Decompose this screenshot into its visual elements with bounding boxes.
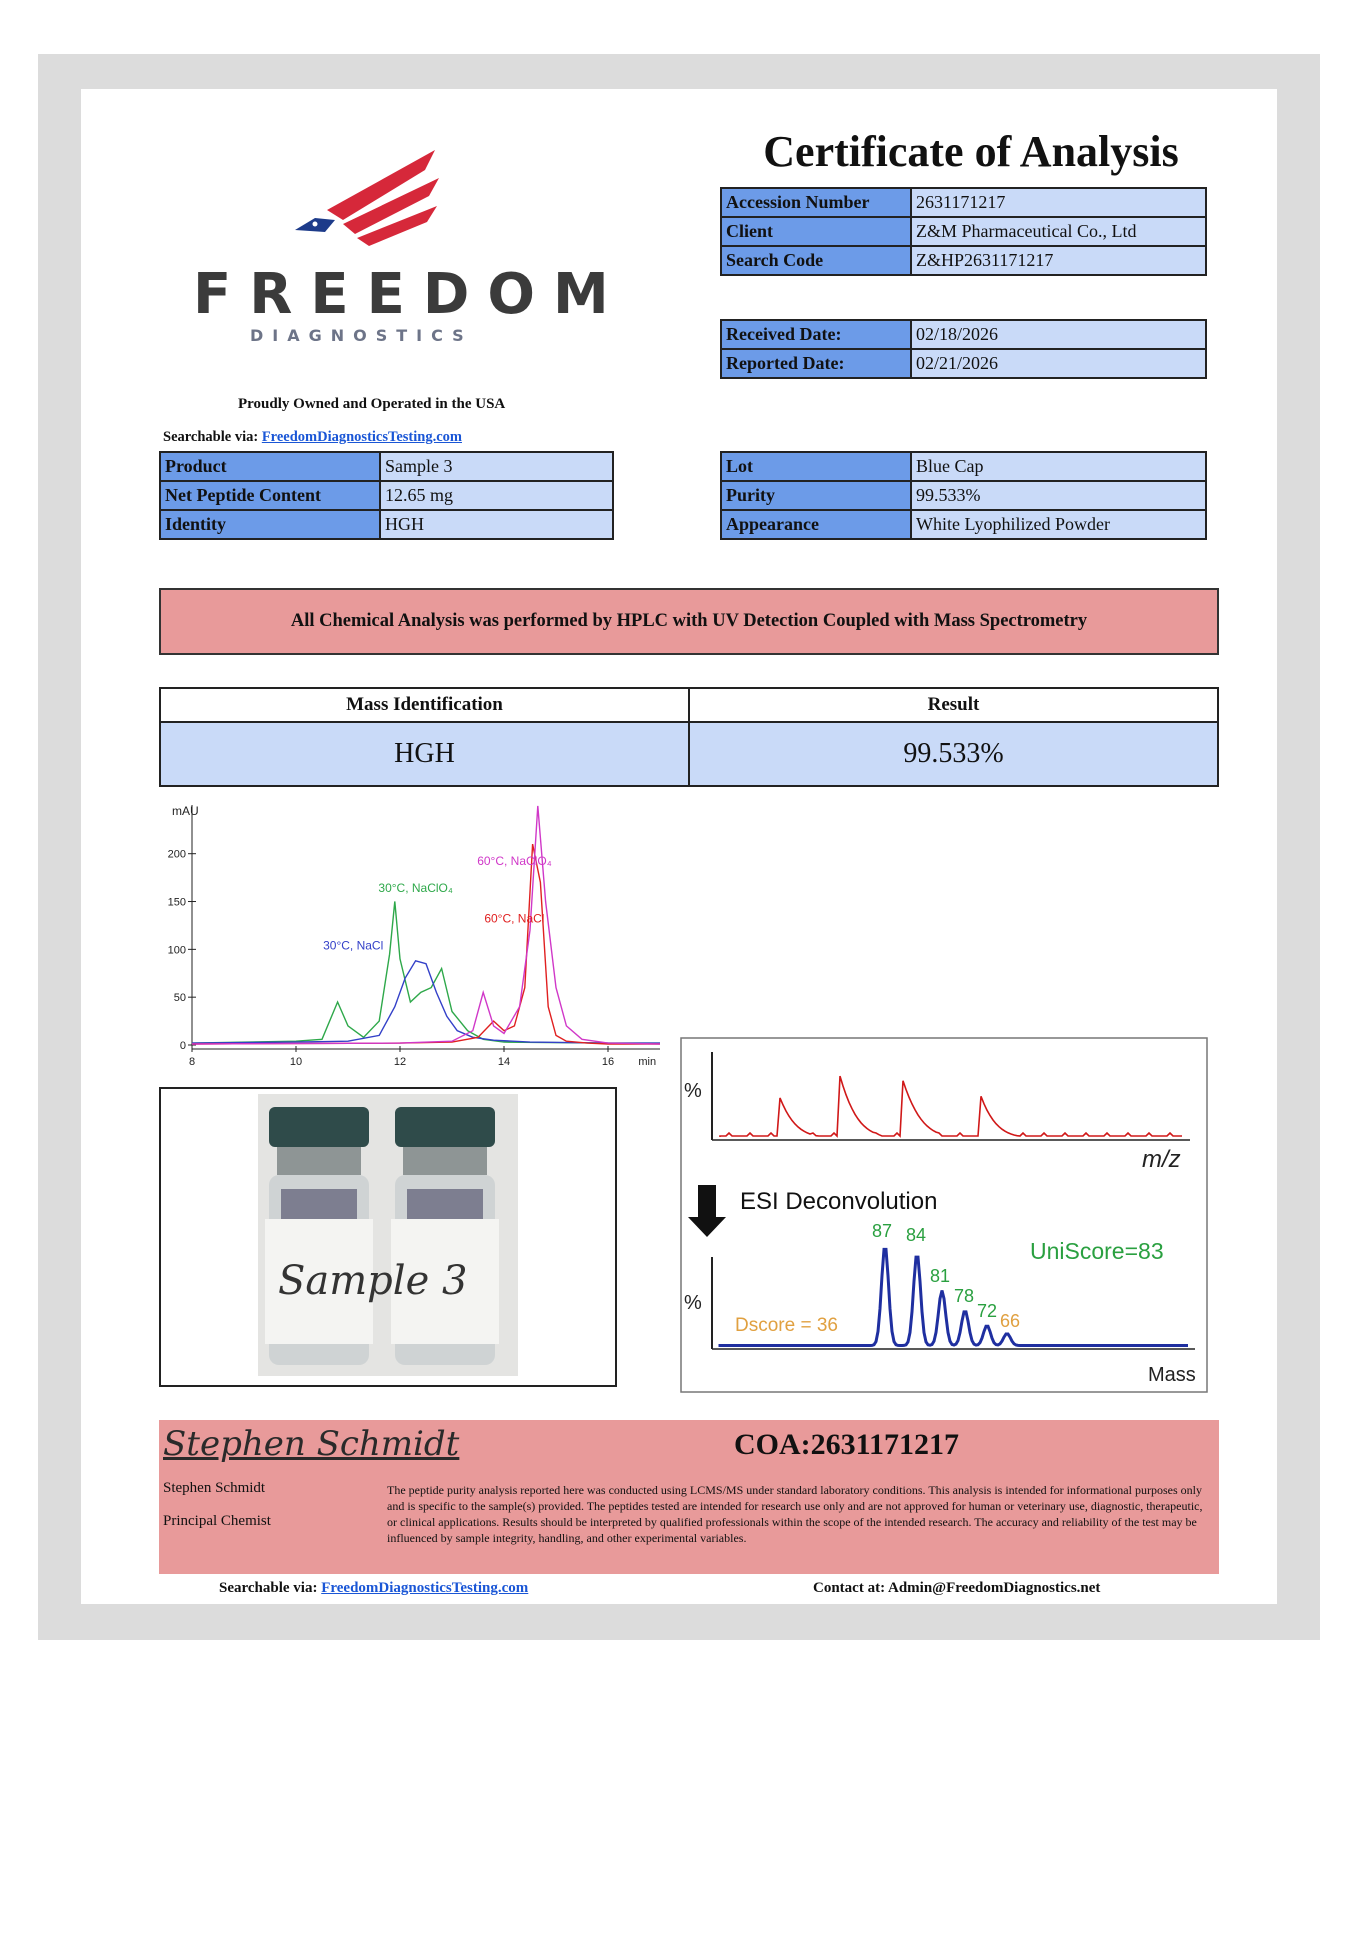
searchable-label: Searchable via: [163,429,259,445]
footer-searchable-link[interactable]: FreedomDiagnosticsTesting.com [321,1580,529,1596]
product-table [159,451,614,540]
mass-id-header: Mass Identification [160,688,689,722]
table-value: 02/21/2026 [911,349,1206,378]
table-row [721,481,1206,510]
table-value: HGH [380,510,613,539]
top-x-label: m/z [1142,1146,1181,1173]
brand-name: FREEDOM [193,262,627,327]
table-row [160,722,1218,786]
series-annotation: 60°C, NaClO₄ [477,854,552,869]
lot-table [720,451,1207,540]
peak-label: 72 [976,1301,998,1321]
table-row [721,188,1206,217]
table-key: Identity [160,510,380,539]
analysis-banner: All Chemical Analysis was performed by HPLC with UV Detection Coupled with Mass Spectrometry [159,588,1219,655]
ms-frame [681,1038,1207,1392]
table-value: Z&M Pharmaceutical Co., Ltd [911,217,1206,246]
searchable-top [163,429,462,446]
y-axis-label: mAU [172,804,199,818]
x-tick-label: 14 [497,1056,511,1068]
series-annotation: 60°C, NaCl [484,911,545,926]
series-annotation: 30°C, NaClO₄ [378,880,453,895]
x-tick-label: 16 [601,1056,615,1068]
table-key: Accession Number [721,188,911,217]
vial-photo-frame [159,1087,617,1387]
table-row [721,320,1206,349]
table-value: 12.65 mg [380,481,613,510]
deconvolution-title: ESI Deconvolution [740,1188,938,1215]
table-key: Appearance [721,510,911,539]
table-row [160,688,1218,722]
table-value: Blue Cap [911,452,1206,481]
table-key: Purity [721,481,911,510]
peak-label: 78 [953,1286,975,1306]
document-title: Certificate of Analysis [763,127,1179,176]
signer-name: Stephen Schmidt [163,1480,266,1496]
vial-label: Sample 3 [278,1258,468,1304]
bottom-y-label: % [684,1292,702,1314]
series-line [192,902,660,1044]
searchable-link[interactable]: FreedomDiagnosticsTesting.com [261,429,462,445]
mass-identification-table [159,687,1219,787]
y-tick-label: 150 [167,896,186,909]
signer-role: Principal Chemist [163,1513,271,1529]
footer-searchable [219,1580,528,1597]
brand-subname: DIAGNOSTICS [250,326,473,345]
table-value: 99.533% [911,481,1206,510]
table-row [721,217,1206,246]
dscore-label: Dscore = 36 [735,1315,838,1336]
disclaimer: The peptide purity analysis reported here was conducted using LCMS/MS under standard laboratory conditions. This analysis is intended for informational purposes only and is specific to the sample(s) provided. The peptides tested are intended for research use only and are not approved for human or veterinary use, diagnostic, therapeutic, or clinical applications. Results should be interpreted by qualified professionals within the scope of the intended research. The accuracy and reliability of the test may be influenced by sample integrity, handling, and other experimental variables. [387,1483,1203,1545]
signature: Stephen Schmidt [163,1424,460,1464]
hplc-chromatogram [160,795,670,1080]
bottom-x-label: Mass [1148,1364,1196,1386]
table-key: Received Date: [721,320,911,349]
series-line [192,844,660,1044]
table-key: Reported Date: [721,349,911,378]
y-tick-label: 50 [173,992,186,1005]
result-value: 99.533% [689,722,1218,786]
table-row [721,349,1206,378]
table-key: Search Code [721,246,911,275]
brand-tagline: Proudly Owned and Operated in the USA [238,396,506,412]
peak-label: 87 [871,1221,893,1241]
series-line [192,806,660,1044]
table-key: Net Peptide Content [160,481,380,510]
peak-label: 66 [999,1311,1021,1331]
y-tick-label: 0 [179,1040,186,1052]
mass-id-value: HGH [160,722,689,786]
table-key: Product [160,452,380,481]
y-tick-label: 200 [167,848,186,861]
footer-searchable-label: Searchable via: [219,1580,318,1596]
mass-spectrum-panel [680,1037,1208,1393]
result-header: Result [689,688,1218,722]
table-row [160,510,613,539]
peak-label: 84 [905,1225,927,1245]
table-key: Client [721,217,911,246]
dates-table [720,319,1207,379]
coa-number: COA:2631171217 [734,1428,959,1461]
series-line [192,961,660,1043]
series-annotation: 30°C, NaCl [323,938,384,953]
table-row [721,452,1206,481]
uniscore-label: UniScore=83 [1030,1238,1164,1264]
y-tick-label: 100 [167,944,186,957]
table-value: White Lyophilized Powder [911,510,1206,539]
table-row [721,246,1206,275]
table-key: Lot [721,452,911,481]
footer-signature-box [159,1420,1219,1574]
table-value: Sample 3 [380,452,613,481]
accession-table [720,187,1207,276]
x-tick-label: 12 [393,1056,407,1068]
vial-photo [161,1089,615,1385]
table-row [160,452,613,481]
table-row [721,510,1206,539]
table-value: 2631171217 [911,188,1206,217]
x-tick-label: 8 [188,1056,196,1068]
table-value: Z&HP2631171217 [911,246,1206,275]
x-axis-unit: min [638,1056,657,1068]
x-tick-label: 10 [289,1056,303,1068]
top-y-label: % [684,1080,702,1102]
eagle-flag-logo-icon [285,148,445,253]
table-row [160,481,613,510]
table-value: 02/18/2026 [911,320,1206,349]
footer-contact: Contact at: Admin@FreedomDiagnostics.net [813,1580,1101,1596]
peak-label: 81 [929,1266,951,1286]
